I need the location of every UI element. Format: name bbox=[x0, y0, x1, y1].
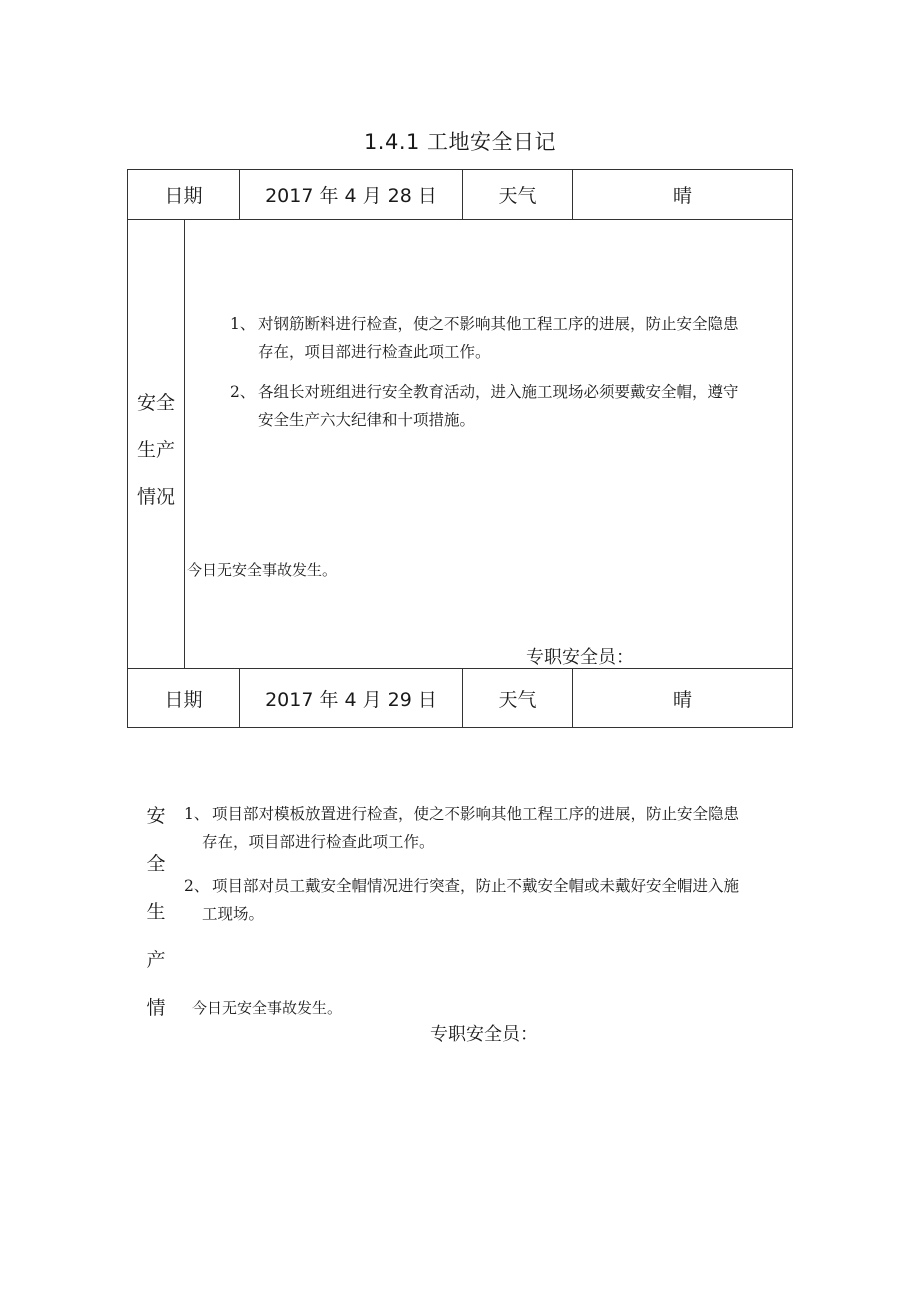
weather-label: 天气 bbox=[498, 688, 537, 711]
safety-officer-signature: 专职安全员： bbox=[526, 647, 634, 668]
date-label: 日期 bbox=[164, 185, 203, 207]
list-item: 2、 各组长对班组进行安全教育活动，进入施工现场必须要戴安全帽，遵守 安全生产六大纪律和十项措施。 bbox=[230, 383, 739, 429]
list-item: 2、 项目部对员工戴安全帽情况进行突查，防止不戴安全帽或未戴好安全帽进入施 工现场。 bbox=[184, 877, 740, 923]
page-title: 1.4.1 工地安全日记 bbox=[363, 130, 557, 154]
weather-value: 晴 bbox=[672, 688, 692, 711]
list-item: 1、 对钢筋断料进行检查，使之不影响其他工程工序的进展，防止安全隐患 存在，项目部进行检查此项工作。 bbox=[230, 315, 739, 361]
date-label: 日期 bbox=[164, 688, 203, 711]
no-accident-note: 今日无安全事故发生。 bbox=[187, 561, 338, 579]
safety-officer-signature: 专职安全员： bbox=[430, 1024, 538, 1045]
date-value: 2017 年 4 月 28 日 bbox=[265, 185, 437, 207]
date-value: 2017 年 4 月 29 日 bbox=[265, 688, 437, 711]
weather-label: 天气 bbox=[498, 185, 537, 207]
list-item: 1、 项目部对模板放置进行检查，使之不影响其他工程工序的进展，防止安全隐患 存在，项目部进行检查此项工作。 bbox=[184, 805, 740, 851]
section-label: 安全 生产 情况 bbox=[136, 392, 175, 508]
section-label: 安 全 生 产 情 bbox=[146, 805, 166, 1019]
no-accident-note: 今日无安全事故发生。 bbox=[192, 999, 343, 1017]
weather-value: 晴 bbox=[672, 185, 692, 207]
